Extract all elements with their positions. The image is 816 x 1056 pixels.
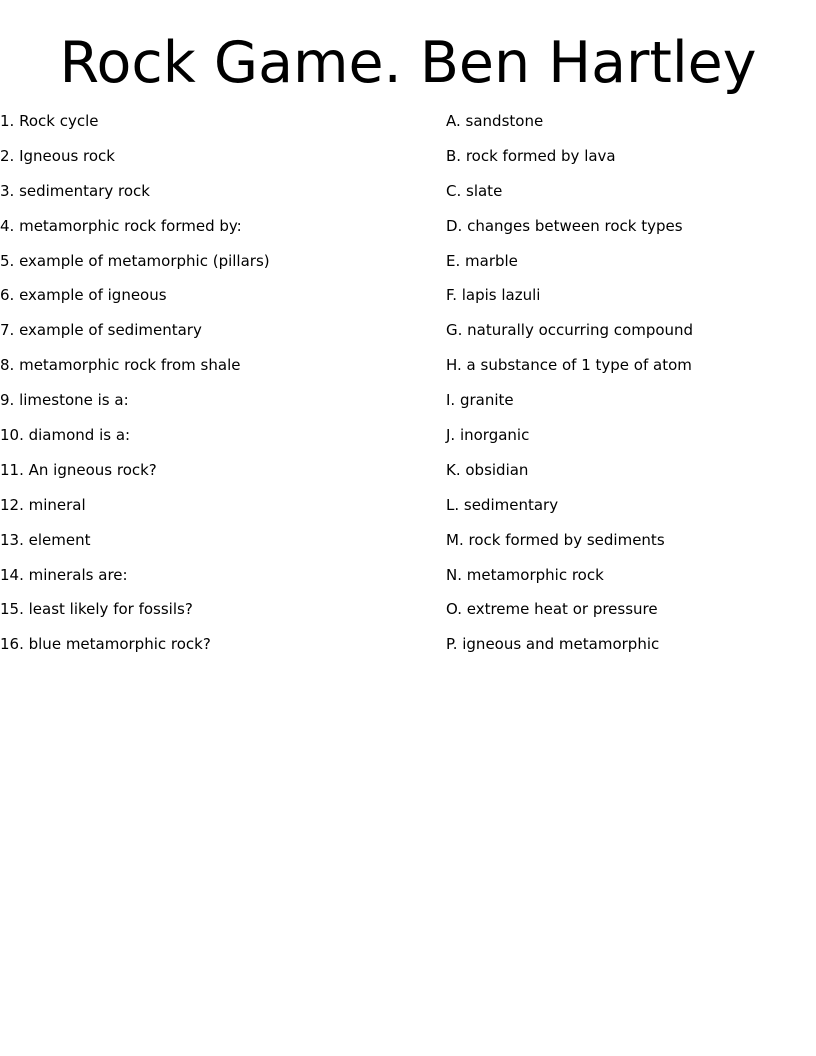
question-item: 3. sedimentary rock bbox=[0, 181, 150, 200]
answer-item: H. a substance of 1 type of atom bbox=[446, 356, 692, 375]
question-item: 15. least likely for fossils? bbox=[0, 600, 193, 619]
answer-item: I. granite bbox=[446, 391, 514, 410]
answer-item: N. metamorphic rock bbox=[446, 565, 604, 584]
answer-item: D. changes between rock types bbox=[446, 216, 683, 235]
question-item: 13. element bbox=[0, 530, 91, 549]
question-item: 8. metamorphic rock from shale bbox=[0, 356, 241, 375]
question-item: 10. diamond is a: bbox=[0, 426, 131, 445]
answer-item: G. naturally occurring compound bbox=[446, 321, 694, 340]
answer-item: K. obsidian bbox=[446, 460, 529, 479]
question-item: 4. metamorphic rock formed by: bbox=[0, 216, 242, 235]
answer-item: P. igneous and metamorphic bbox=[446, 635, 660, 654]
answer-item: J. inorganic bbox=[446, 426, 530, 445]
answer-item: L. sedimentary bbox=[446, 495, 559, 514]
question-item: 14. minerals are: bbox=[0, 565, 128, 584]
question-item: 1. Rock cycle bbox=[0, 112, 99, 130]
answer-item: B. rock formed by lava bbox=[446, 146, 616, 165]
question-item: 7. example of sedimentary bbox=[0, 321, 202, 340]
answer-list bbox=[446, 111, 816, 669]
page-title: Rock Game. Ben Hartley bbox=[59, 30, 757, 96]
question-item: 9. limestone is a: bbox=[0, 391, 129, 410]
question-item: 2. Igneous rock bbox=[0, 146, 115, 165]
answer-item: E. marble bbox=[446, 251, 518, 270]
answer-item: O. extreme heat or pressure bbox=[446, 600, 658, 619]
answer-item: C. slate bbox=[446, 181, 503, 200]
question-item: 5. example of metamorphic (pillars) bbox=[0, 251, 270, 270]
question-list bbox=[0, 111, 420, 669]
question-item: 12. mineral bbox=[0, 495, 86, 514]
question-item: 16. blue metamorphic rock? bbox=[0, 635, 211, 654]
answer-item: F. lapis lazuli bbox=[446, 286, 541, 305]
question-item: 11. An igneous rock? bbox=[0, 460, 157, 479]
answer-item: A. sandstone bbox=[446, 112, 544, 130]
question-item: 6. example of igneous bbox=[0, 286, 167, 305]
answer-item: M. rock formed by sediments bbox=[446, 530, 665, 549]
